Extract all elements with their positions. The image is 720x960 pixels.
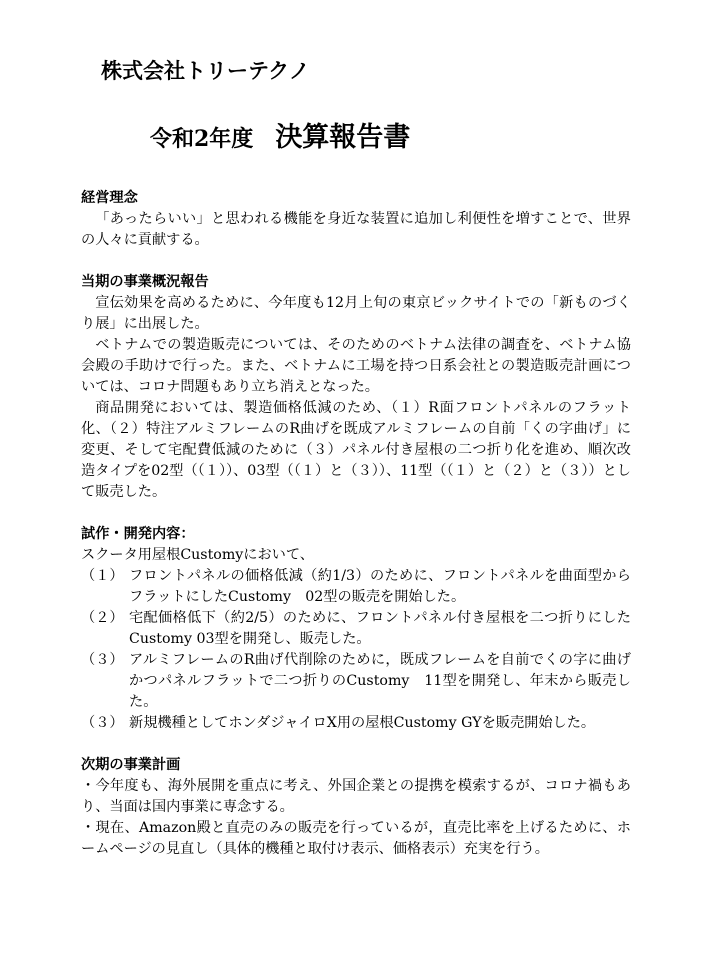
list-marker: （１） (81, 568, 124, 584)
plan-bullet: ・現在、Amazon殿と直売のみの販売を行っているが，直売比率を上げるために、ホームページの見直し（具体的機種と取付け表示、価格表示）充実を行う。 (81, 820, 631, 857)
list-item-text: アルミフレームのR曲げ代削除のために，既成フレームを自前でくの字に曲げかつパネルフラットで二つ折りのCustomy 11型を開発し、年末から販売した。 (129, 652, 631, 710)
development-intro: スクータ用屋根Customyにおいて、 (81, 547, 314, 563)
overview-paragraph: 商品開発においては、製造価格低減のため、（１）R面フロントパネルのフラット化、（２）特注アルミフレームのR曲げを既成アルミフレームの自前「くの字曲げ」に変更、そして宅配費低減のために（３）パネル付き屋根の二つ折り化を進め、順次改造タイプを02型（（１））、03型（（１）と（３））、11型（（１）と（２）と（３））として販売した。 (81, 400, 631, 500)
list-item (81, 608, 631, 650)
list-item (81, 566, 631, 608)
list-marker: （３） (81, 715, 124, 731)
list-item (81, 713, 631, 734)
list-item-text: 宅配価格低下（約2/5）のために、フロントパネル付き屋根を二つ折りにしたCustomy 03型を開発し、販売した。 (129, 610, 631, 647)
list-item-text: フロントパネルの価格低減（約1/3）のために、フロントパネルを曲面型からフラットにしたCustomy 02型の販売を開始した。 (129, 568, 631, 605)
overview-heading: 当期の事業概況報告 (81, 274, 209, 290)
plan-bullet: ・今年度も、海外展開を重点に考え、外国企業との提携を模索するが、コロナ禍もあり、当面は国内事業に専念する。 (81, 778, 631, 815)
list-marker: （２） (81, 610, 124, 626)
overview-section (81, 272, 631, 503)
development-section (81, 524, 631, 734)
list-item (81, 650, 631, 713)
overview-paragraph: ベトナムでの製造販売については、そのためのベトナム法律の調査を、ベトナム協会殿の手助けで行った。また、ベトナムに工場を持つ日系会社との製造販売計画については、コロナ問題もあり立ち消えとなった。 (81, 337, 631, 395)
development-heading: 試作・開発内容： (81, 526, 195, 542)
document-body (81, 188, 631, 881)
development-list (81, 566, 631, 734)
overview-paragraph: 宣伝効果を高めるために、今年度も12月上旬の東京ビックサイトでの「新ものづくり展」に出展した。 (81, 295, 631, 332)
document-title (150, 115, 410, 154)
plan-section (81, 755, 631, 860)
philosophy-section (81, 188, 631, 251)
fiscal-year: 令和2年度 (150, 126, 254, 152)
list-marker: （３） (81, 652, 124, 668)
company-name: 株式会社トリーテクノ (101, 59, 310, 83)
list-item-text: 新規機種としてホンダジャイロX用の屋根Customy GYを販売開始した。 (129, 715, 596, 731)
plan-heading: 次期の事業計画 (81, 757, 181, 773)
report-title: 決算報告書 (275, 122, 411, 153)
philosophy-heading: 経営理念 (81, 190, 138, 206)
philosophy-text: 「あったらいい」と思われる機能を身近な装置に追加し利便性を増すことで、世界の人々に貢献する。 (81, 211, 631, 248)
